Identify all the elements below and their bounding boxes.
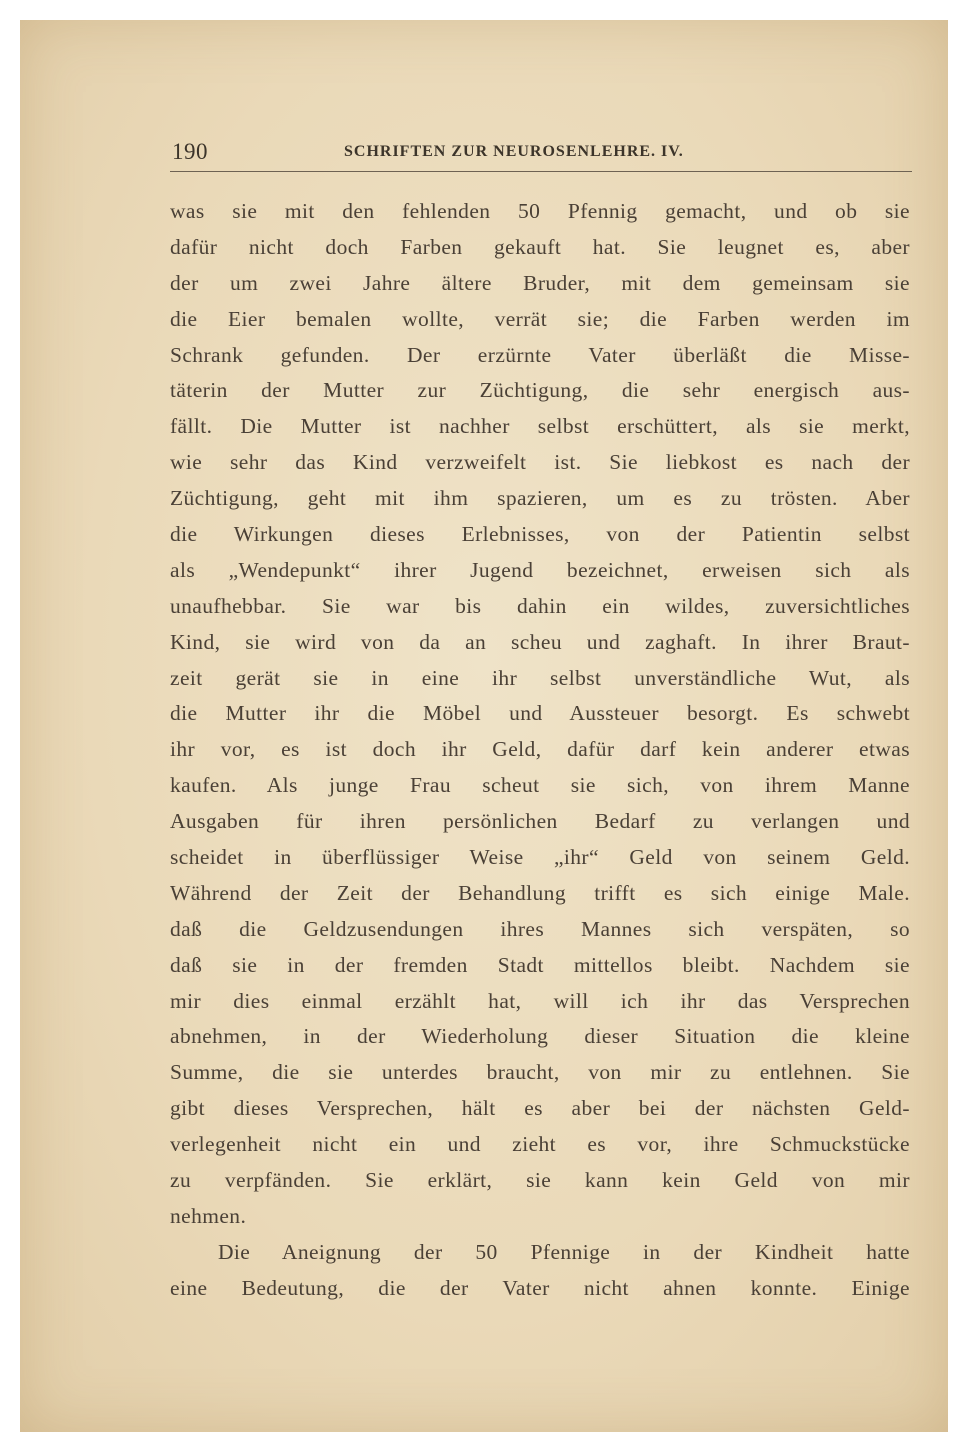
text-line: daß sie in der fremden Stadt mittellos bleibt. Nachdem sie xyxy=(170,952,910,977)
text-line: verlegenheit nicht ein und zieht es vor, ihre Schmuckstücke xyxy=(170,1132,910,1157)
text-line: die Wirkungen dieses Erlebnisses, von der Patientin selbst xyxy=(170,522,910,547)
text-line: mir dies einmal erzählt hat, will ich ihr das Versprechen xyxy=(170,988,910,1013)
text-line: kaufen. Als junge Frau scheut sie sich, von ihrem Manne xyxy=(170,773,910,798)
running-head: SCHRIFTEN ZUR NEUROSENLEHRE. IV. xyxy=(344,143,684,160)
text-line: Schrank gefunden. Der erzürnte Vater überläßt die Misse- xyxy=(170,342,910,367)
text-line: zeit gerät sie in eine ihr selbst unverständliche Wut, als xyxy=(170,665,910,690)
text-line: abnehmen, in der Wiederholung dieser Situation die kleine xyxy=(170,1024,910,1049)
text-line: nehmen. xyxy=(170,1203,247,1228)
paragraph-start-line: Die Aneignung der 50 Pfennige in der Kindheit hatte xyxy=(218,1239,910,1264)
page-number: 190 xyxy=(172,139,208,164)
text-line: der um zwei Jahre ältere Bruder, mit dem gemeinsam sie xyxy=(170,270,910,295)
text-line: wie sehr das Kind verzweifelt ist. Sie liebkost es nach der xyxy=(170,450,910,475)
text-line: fällt. Die Mutter ist nachher selbst erschüttert, als sie merkt, xyxy=(170,414,910,439)
text-line: Kind, sie wird von da an scheu und zaghaft. In ihrer Braut- xyxy=(170,629,910,654)
text-line: was sie mit den fehlenden 50 Pfennig gemacht, und ob sie xyxy=(170,199,910,223)
header-rule xyxy=(170,171,912,172)
text-line: täterin der Mutter zur Züchtigung, die sehr energisch aus- xyxy=(170,378,910,403)
text-line: zu verpfänden. Sie erklärt, sie kann kein Geld von mir xyxy=(170,1168,910,1193)
text-line: die Mutter ihr die Möbel und Aussteuer besorgt. Es schwebt xyxy=(170,701,910,726)
text-line: ihr vor, es ist doch ihr Geld, dafür darf kein anderer etwas xyxy=(170,737,910,762)
text-line: daß die Geldzusendungen ihres Mannes sich verspäten, so xyxy=(170,916,910,941)
body-text xyxy=(170,194,910,1307)
text-line: Züchtigung, geht mit ihm spazieren, um es zu trösten. Aber xyxy=(170,486,910,511)
text-line: als „Wendepunkt“ ihrer Jugend bezeichnet, erweisen sich als xyxy=(170,557,910,582)
text-line: Während der Zeit der Behandlung trifft es sich einige Male. xyxy=(170,880,910,905)
text-line: Summe, die sie unterdes braucht, von mir zu entlehnen. Sie xyxy=(170,1060,910,1085)
text-line: gibt dieses Versprechen, hält es aber bei der nächsten Geld- xyxy=(170,1096,910,1121)
page-header xyxy=(172,139,912,169)
text-line: eine Bedeutung, die der Vater nicht ahnen konnte. Einige xyxy=(170,1275,910,1300)
text-line: Ausgaben für ihren persönlichen Bedarf zu verlangen und xyxy=(170,809,910,834)
text-line: die Eier bemalen wollte, verrät sie; die Farben werden im xyxy=(170,306,910,331)
text-line: scheidet in überflüssiger Weise „ihr“ Geld von seinem Geld. xyxy=(170,845,910,870)
text-line: unaufhebbar. Sie war bis dahin ein wildes, zuversichtliches xyxy=(170,593,910,618)
text-line: dafür nicht doch Farben gekauft hat. Sie leugnet es, aber xyxy=(170,234,910,259)
